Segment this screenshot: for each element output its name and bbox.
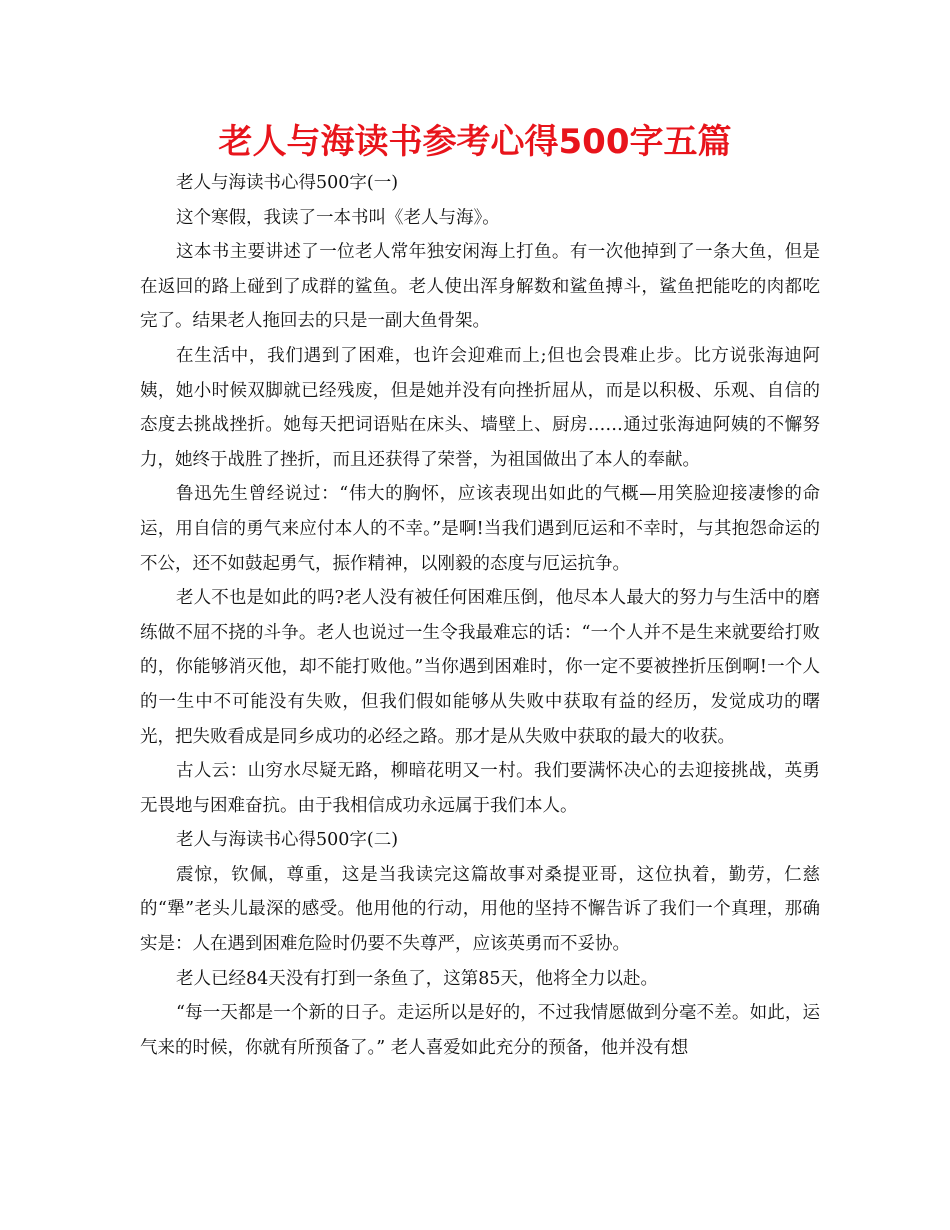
section-heading-2: 老人与海读书心得500字(二) [176, 830, 399, 851]
paragraph: 震惊，钦佩，尊重，这是当我读完这篇故事对桑提亚哥，这位执着，勤劳，仁慈的“犟”老头儿最深的感受。他用他的行动，用他的坚持不懈告诉了我们一个真理，那确实是：人在遇到困难危险时仍要不失尊严，应该英勇而不妥协。 [140, 864, 820, 955]
section-heading-1: 老人与海读书心得500字(一) [176, 173, 399, 193]
paragraph: 这个寒假，我读了一本书叫《老人与海》。 [176, 207, 500, 228]
paragraph: 古人云：山穷水尽疑无路，柳暗花明又一村。我们要满怀决心的去迎接挑战，英勇无畏地与困难奋抗。由于我相信成功永远属于我们本人。 [140, 761, 820, 816]
document-title: 老人与海读书参考心得500字五篇 [218, 122, 732, 162]
document-body [140, 166, 820, 1065]
paragraph: “每一天都是一个新的日子。走运所以是好的，不过我情愿做到分毫不差。如此，运气来的时候，你就有所预备了。” 老人喜爱如此充分的预备，他并没有想 [140, 1003, 820, 1058]
paragraph: 这本书主要讲述了一位老人常年独安闲海上打鱼。有一次他掉到了一条大鱼，但是在返回的路上碰到了成群的鲨鱼。老人使出浑身解数和鲨鱼搏斗，鲨鱼把能吃的肉都吃完了。结果老人拖回去的只是一副大鱼骨架。 [140, 242, 820, 332]
paragraph: 鲁迅先生曾经说过：“伟大的胸怀，应该表现出如此的气概—用笑脸迎接凄惨的命运，用自信的勇气来应付本人的不幸。”是啊!当我们遇到厄运和不幸时，与其抱怨命运的不公，还不如鼓起勇气，振作精神，以刚毅的态度与厄运抗争。 [140, 484, 820, 574]
paragraph: 在生活中，我们遇到了困难，也许会迎难而上;但也会畏难止步。比方说张海迪阿姨，她小时候双脚就已经残废，但是她并没有向挫折屈从，而是以积极、乐观、自信的态度去挑战挫折。她每天把词语贴在床头、墙壁上、厨房……通过张海迪阿姨的不懈努力，她终于战胜了挫折，而且还获得了荣誉，为祖国做出了本人的奉献。 [140, 345, 820, 470]
paragraph: 老人已经84天没有打到一条鱼了，这第85天，他将全力以赴。 [176, 968, 659, 989]
paragraph: 老人不也是如此的吗?老人没有被任何困难压倒，他尽本人最大的努力与生活中的磨练做不屈不挠的斗争。老人也说过一生令我最难忘的话：“一个人并不是生来就要给打败的，你能够消灭他，却不能打败他。”当你遇到困难时，你一定不要被挫折压倒啊!一个人的一生中不可能没有失败，但我们假如能够从失败中获取有益的经历，发觉成功的曙光，把失败看成是同乡成功的必经之路。那才是从失败中获取的最大的收获。 [140, 588, 820, 747]
